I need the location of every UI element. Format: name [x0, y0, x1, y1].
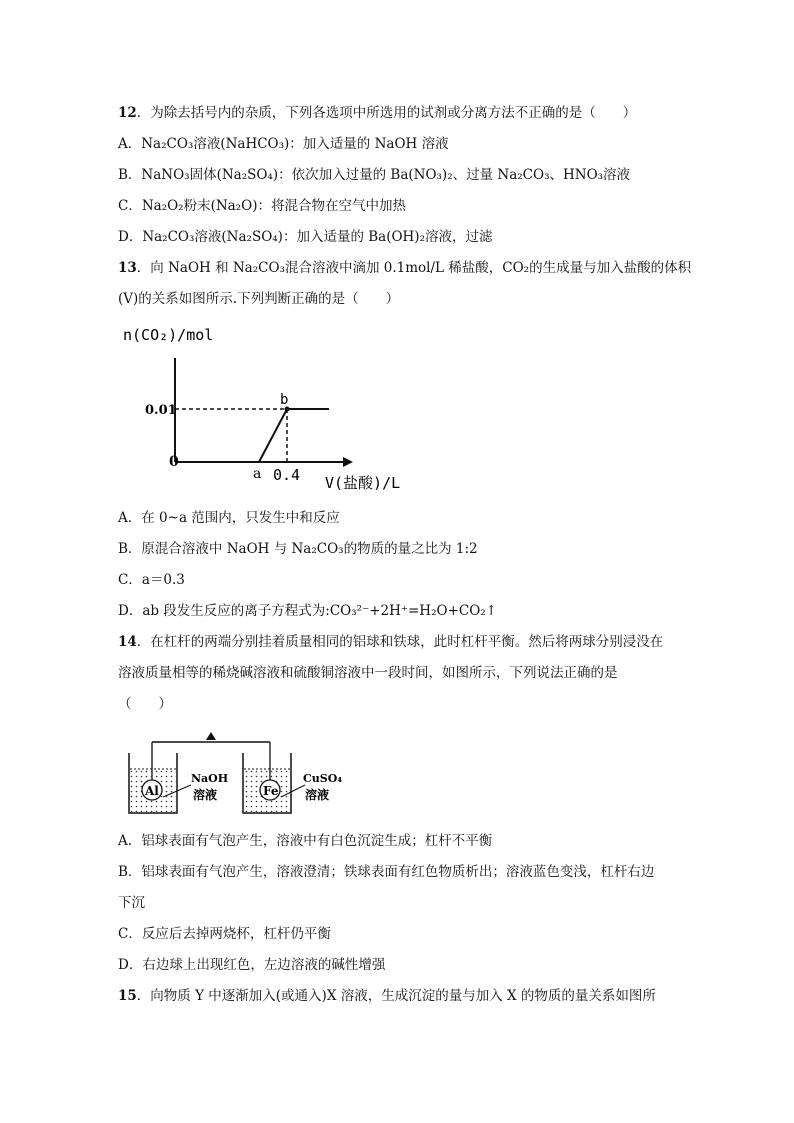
q12-option-d: D．Na₂CO₃溶液(Na₂SO₄)：加入适量的 Ba(OH)₂溶液，过滤 — [118, 229, 493, 245]
q14-number: 14 — [118, 634, 137, 650]
x-axis-arrow — [343, 457, 353, 467]
q13-stem-line1 — [118, 258, 691, 278]
q15-stem — [118, 986, 656, 1006]
q13-stem-text1: ．向 NaOH 和 Na₂CO₃混合溶液中滴加 0.1mol/L 稀盐酸，CO₂的生成量与加入盐酸的体积 — [136, 260, 692, 276]
q14-option-d: D．右边球上出现红色，左边溶液的碱性增强 — [118, 957, 386, 973]
segment-ab — [259, 409, 287, 462]
q12-stem-text: ．为除去括号内的杂质，下列各选项中所选用的试剂或分离方法不正确的是（ ） — [136, 105, 637, 121]
fulcrum-icon — [206, 732, 216, 740]
q14-stem-text1: ．在杠杆的两端分别挂着质量相同的铝球和铁球，此时杠杆平衡。然后将两球分别浸没在 — [136, 634, 664, 650]
y-tick-label: 0.01 — [145, 403, 177, 418]
q12-option-c: C．Na₂O₂粉末(Na₂O)：将混合物在空气中加热 — [118, 198, 406, 214]
right-solution-label-1: CuSO₄ — [303, 772, 343, 785]
q14-option-b-line2: 下沉 — [118, 895, 145, 911]
q12-option-a: A．Na₂CO₃溶液(NaHCO₃)：加入适量的 NaOH 溶液 — [118, 136, 449, 152]
chart-xlabel: V(盐酸)/L — [325, 474, 401, 492]
q12-number: 12 — [118, 105, 137, 121]
q13-number: 13 — [118, 260, 137, 276]
q15-stem-text: ．向物质 Y 中逐渐加入(或通入)X 溶液，生成沉淀的量与加入 X 的物质的量关系如图所 — [136, 988, 656, 1004]
left-beaker — [129, 753, 177, 813]
q13-option-b: B．原混合溶液中 NaOH 与 Na₂CO₃的物质的量之比为 1:2 — [118, 541, 478, 557]
x-tick-label-0-4: 0.4 — [273, 466, 301, 484]
q13-option-a: A．在 0~a 范围内，只发生中和反应 — [118, 510, 340, 526]
origin-label: 0 — [169, 454, 179, 470]
q12-option-b: B．NaNO₃固体(Na₂SO₄)：依次加入过量的 Ba(NO₃)₂、过量 Na₂CO₃、HNO₃溶液 — [118, 167, 631, 183]
point-b-label: b — [280, 392, 289, 408]
q14-stem-line2: 溶液质量相等的稀烧碱溶液和硫酸铜溶液中一段时间，如图所示，下列说法正确的是 — [118, 665, 618, 681]
chart-ylabel: n(CO₂)/mol — [123, 326, 214, 344]
q14-option-a: A．铝球表面有气泡产生，溶液中有白色沉淀生成；杠杆不平衡 — [118, 833, 493, 849]
q12-stem — [118, 103, 636, 123]
right-solution-label-2: 溶液 — [305, 788, 330, 802]
iron-ball-label: Fe — [263, 784, 279, 798]
q13-option-d: D．ab 段发生反应的离子方程式为:CO₃²⁻+2H⁺=H₂O+CO₂↑ — [118, 603, 497, 619]
x-tick-label-a: a — [253, 466, 262, 482]
left-solution-label-2: 溶液 — [193, 788, 218, 802]
co2-chart — [115, 320, 435, 500]
q13-option-c: C．a＝0.3 — [118, 572, 185, 588]
q14-stem-line1 — [118, 632, 663, 652]
q14-stem-line3: （ ） — [118, 696, 172, 712]
q14-option-b-line1: B．铝球表面有气泡产生，溶液澄清；铁球表面有红色物质析出；溶液蓝色变浅，杠杆右边 — [118, 864, 655, 880]
lever-beaker-figure — [125, 725, 355, 820]
q15-number: 15 — [118, 988, 137, 1004]
right-beaker — [243, 753, 291, 813]
q13-stem-line2: (V)的关系如图所示.下列判断正确的是（ ） — [118, 291, 400, 307]
aluminum-ball-label: Al — [145, 784, 159, 798]
q14-option-c: C．反应后去掉两烧杯，杠杆仍平衡 — [118, 926, 331, 942]
left-solution-label-1: NaOH — [191, 772, 229, 785]
